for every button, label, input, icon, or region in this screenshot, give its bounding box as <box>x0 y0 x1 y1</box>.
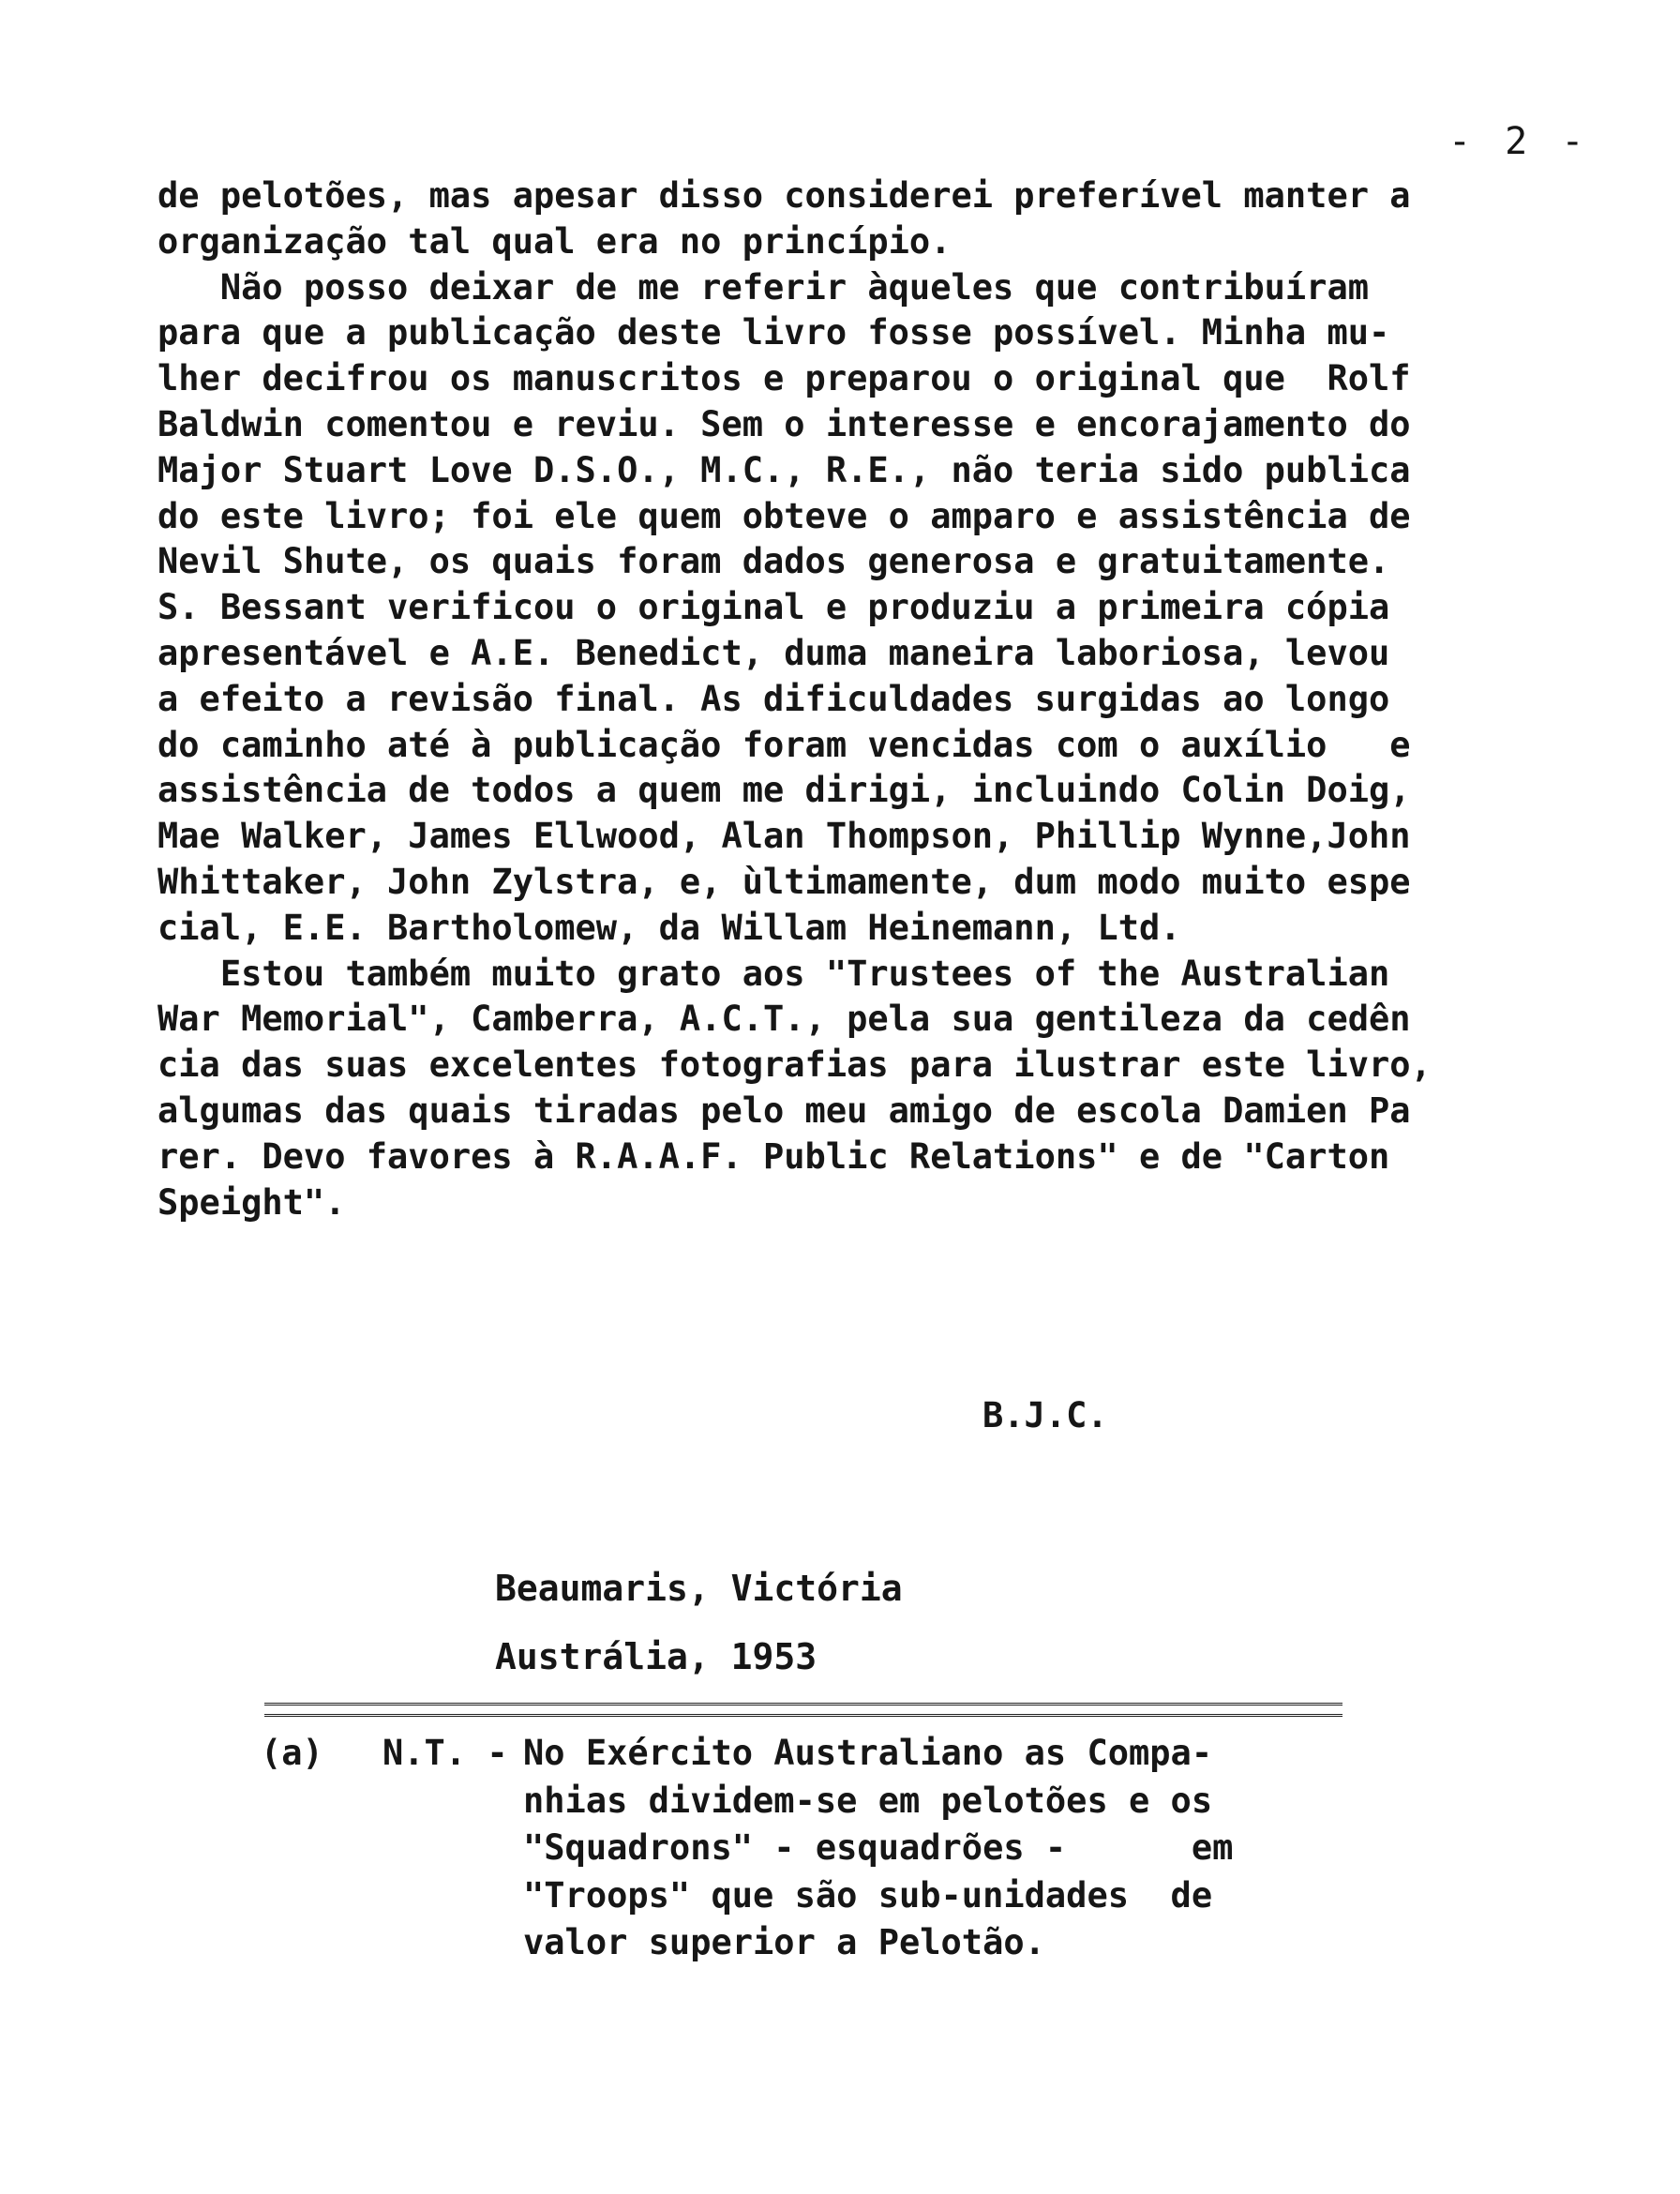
body-line: cia das suas excelentes fotografias para ilustrar este livro, <box>158 1044 1432 1086</box>
page-number: - 2 - <box>1448 120 1590 163</box>
body-line: Speight". <box>158 1181 346 1223</box>
body-line: Major Stuart Love D.S.O., M.C., R.E., não teria sido publica <box>158 449 1411 490</box>
body-line: cial, E.E. Bartholomew, da Willam Heinemann, Ltd. <box>158 907 1181 948</box>
body-line: organização tal qual era no princípio. <box>158 220 952 262</box>
body-line: para que a publicação deste livro fosse possível. Minha mu- <box>158 312 1390 353</box>
footnote-line: valor superior a Pelotão. <box>523 1922 1045 1962</box>
footnote-line: No Exército Australiano as Compa- <box>523 1733 1213 1773</box>
footnote-line: nhias dividem-se em pelotões e os <box>523 1780 1213 1821</box>
body-line: Mae Walker, James Ellwood, Alan Thompson, Phillip Wynne,John <box>158 816 1411 857</box>
body-line: de pelotões, mas apesar disso considerei preferível manter a <box>158 175 1411 216</box>
place-country-year: Austrália, 1953 <box>495 1636 818 1677</box>
body-line: lher decifrou os manuscritos e preparou o original que Rolf <box>158 358 1411 399</box>
footnote-line: "Troops" que são sub-unidades de <box>523 1874 1213 1916</box>
body-line: Nevil Shute, os quais foram dados generosa e gratuitamente. <box>158 541 1390 582</box>
body-line: S. Bessant verificou o original e produziu a primeira cópia <box>158 587 1390 628</box>
body-text <box>158 173 1564 1225</box>
body-line: Whittaker, John Zylstra, e, ùltimamente, dum modo muito espe <box>158 861 1411 902</box>
footnote-marker: (a) <box>261 1733 323 1773</box>
body-line: a efeito a revisão final. As dificuldades surgidas ao longo <box>158 678 1390 719</box>
body-line: apresentável e A.E. Benedict, duma maneira laboriosa, levou <box>158 632 1390 673</box>
footnote-label: N.T. - <box>382 1733 508 1773</box>
place-city: Beaumaris, Victória <box>495 1568 903 1609</box>
footnote-line: "Squadrons" - esquadrões - em <box>523 1827 1234 1868</box>
body-line: assistência de todos a quem me dirigi, incluindo Colin Doig, <box>158 770 1411 811</box>
author-initials: B.J.C. <box>982 1395 1108 1435</box>
footnote-divider <box>264 1714 1342 1717</box>
body-line: algumas das quais tiradas pelo meu amigo de escola Damien Pa <box>158 1089 1411 1131</box>
body-line: do este livro; foi ele quem obteve o amparo e assistência de <box>158 495 1411 536</box>
body-line: Baldwin comentou e reviu. Sem o interesse e encorajamento do <box>158 403 1411 444</box>
footnote-divider <box>264 1703 1342 1706</box>
body-line: do caminho até à publicação foram vencidas com o auxílio e <box>158 724 1411 765</box>
footnote-text <box>523 1730 1367 1967</box>
body-line: War Memorial", Camberra, A.C.T., pela sua gentileza da cedên <box>158 999 1411 1040</box>
body-line: Estou também muito grato aos "Trustees of the Australian <box>158 953 1390 994</box>
body-line: rer. Devo favores à R.A.A.F. Public Relations" e de "Carton <box>158 1135 1390 1177</box>
body-line: Não posso deixar de me referir àqueles que contribuíram <box>158 266 1370 308</box>
